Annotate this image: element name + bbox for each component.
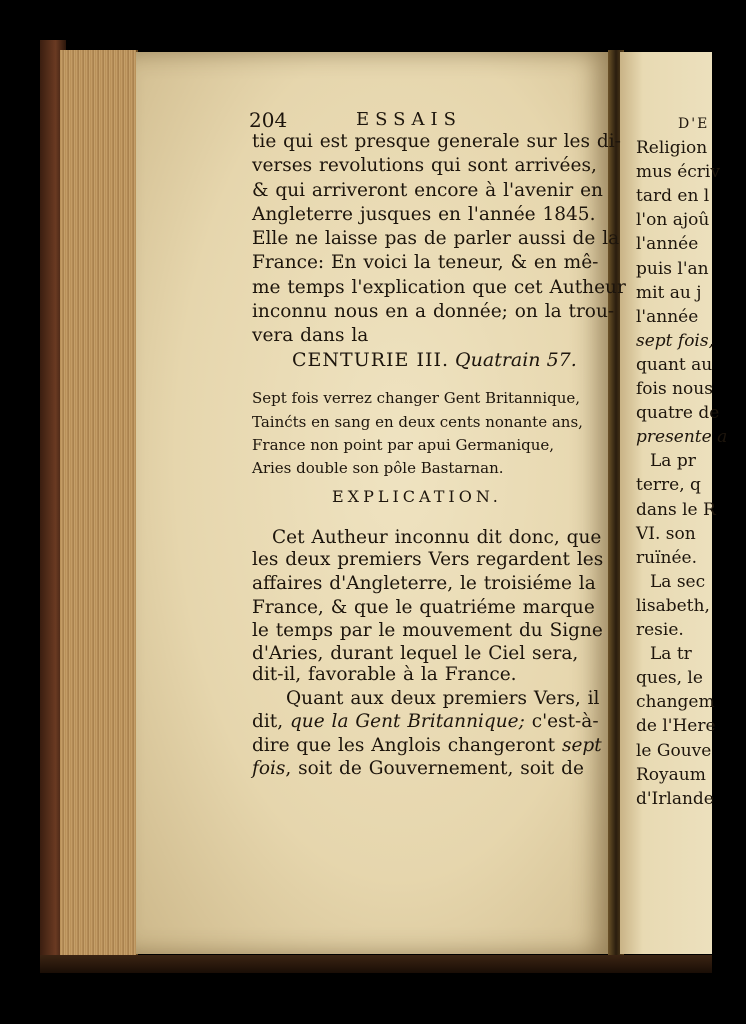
text-line: fois, soit de Gouvernement, soit de: [252, 758, 584, 779]
right-text-line: lisabeth,: [636, 595, 710, 616]
right-text-line: resie.: [636, 620, 684, 640]
right-text-line: sept fois,: [636, 330, 714, 351]
right-text-line: VI. son: [636, 523, 696, 544]
text-line: vera dans la: [252, 325, 369, 346]
centurie-label: CENTURIE III.: [292, 349, 449, 371]
text-line: affaires d'Angleterre, le troisiéme la: [252, 573, 596, 594]
text-line: dit-il, favorable à la France.: [252, 664, 517, 685]
right-text-line: ques, le: [636, 668, 703, 689]
right-text-line: changem: [636, 692, 715, 713]
right-text-line: Religion: [636, 138, 708, 158]
right-text-line: l'année: [636, 306, 699, 327]
text-line: Elle ne laisse pas de parler aussi de la: [252, 228, 620, 249]
explication-title: EXPLICATION.: [332, 487, 502, 506]
right-text-line: de l'Here: [636, 716, 716, 737]
right-text-line: d'Irlande: [636, 788, 714, 809]
text-line: Cet Autheur inconnu dit donc, que: [272, 527, 602, 548]
page-number: 204: [249, 108, 288, 132]
text-line: France: En voici la teneur, & en mê-: [252, 252, 599, 273]
right-text-line: dans le R: [636, 499, 716, 520]
book-bottom-edge: [40, 955, 712, 973]
right-text-line: Royaum: [636, 764, 706, 785]
text-line: & qui arriveront encore à l'avenir en: [252, 180, 603, 201]
text-line: France, & que le quatriéme marque: [252, 597, 595, 618]
right-text-line: presente a: [636, 427, 728, 448]
text-line: tie qui est presque generale sur les di-: [252, 131, 621, 152]
verse-line: France non point par apui Germanique,: [252, 436, 555, 454]
text-line: le temps par le mouvement du Signe: [252, 620, 603, 641]
right-text-line: La pr: [650, 451, 696, 472]
text-line: Quant aux deux premiers Vers, il: [286, 688, 600, 709]
right-text-line: fois nous: [636, 379, 713, 399]
text-line: d'Aries, durant lequel le Ciel sera,: [252, 643, 579, 664]
right-text-line: puis l'an: [636, 258, 709, 279]
text-line: me temps l'explication que cet Autheur: [252, 277, 626, 298]
text-line: verses revolutions qui sont arrivées,: [252, 155, 597, 176]
page-edges: [60, 50, 138, 958]
right-text-line: l'année: [636, 234, 699, 255]
running-head: ESSAIS: [356, 109, 462, 130]
right-text-line: quatre de: [636, 403, 720, 424]
right-running-head: D'E: [678, 116, 710, 132]
right-text-line: quant au: [636, 354, 713, 375]
verse-line: Tainćts en sang en deux cents nonante ans,: [252, 413, 583, 431]
text-line: Angleterre jusques en l'année 1845.: [252, 204, 596, 225]
right-text-line: La tr: [650, 644, 692, 665]
right-text-line: le Gouve: [636, 740, 712, 761]
right-text-line: terre, q: [636, 475, 701, 496]
verse-line: Aries double son pôle Bastarnan.: [252, 459, 504, 477]
right-text-line: l'on ajoû: [636, 210, 710, 231]
text-line: dit, que la Gent Britannique; c'est-à-: [252, 711, 599, 732]
quatrain-label: Quatrain 57.: [455, 349, 577, 371]
right-page-text: [634, 0, 728, 960]
verse-line: Sept fois verrez changer Gent Britannique,: [252, 389, 581, 407]
quatrain-heading: [292, 349, 577, 371]
right-text-line: mit au j: [636, 282, 702, 303]
right-text-line: ruïnée.: [636, 547, 697, 568]
text-line: dire que les Anglois changeront sept: [252, 735, 602, 756]
text-line: inconnu nous en a donnée; on la trou-: [252, 301, 615, 322]
right-text-line: mus écriv: [636, 162, 720, 183]
right-text-line: La sec: [650, 571, 706, 592]
text-line: les deux premiers Vers regardent les: [252, 549, 604, 570]
right-text-line: tard en l: [636, 186, 710, 207]
